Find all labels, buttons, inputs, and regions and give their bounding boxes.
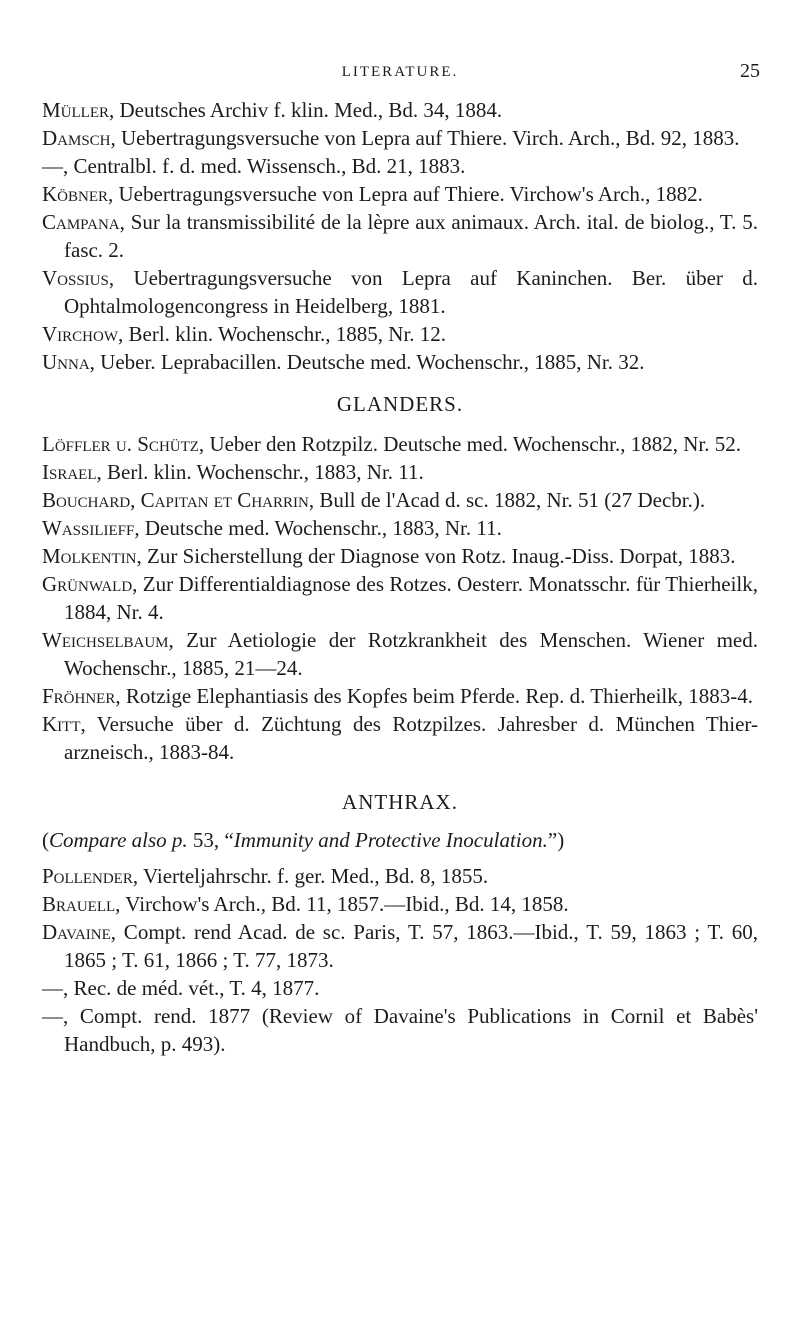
reference-author: Kitt, — [42, 712, 86, 736]
reference-entry — [42, 542, 758, 570]
reference-author: Davaine, — [42, 920, 117, 944]
note-title: Immunity and Protective Inoculation. — [233, 828, 548, 852]
cross-reference-note — [42, 826, 758, 854]
reference-entry — [42, 710, 758, 766]
reference-text: Compt. rend Acad. de sc. Paris, T. 57, 1863.—Ibid., T. 59, 1863 ; T. 60, 1865 ; T. 61, 1866 ; T. 77, 1873. — [64, 920, 758, 972]
reference-text: Zur Aetiologie der Rotzkrankheit des Menschen. Wiener med. Wochenschr., 1885, 21—24. — [64, 628, 758, 680]
reference-text: —, Centralbl. f. d. med. Wissensch., Bd. 21, 1883. — [42, 154, 466, 178]
reference-entry — [42, 682, 758, 710]
note-italic: Compare also p. — [49, 828, 188, 852]
note-close: ”) — [547, 828, 565, 852]
reference-entry — [42, 890, 758, 918]
reference-text: Deutsches Archiv f. klin. Med., Bd. 34, 1884. — [114, 98, 503, 122]
reference-text: Ueber den Rotzpilz. Deutsche med. Wochenschr., 1882, Nr. 52. — [204, 432, 741, 456]
reference-text: Uebertragungsversuche von Lepra auf Thiere. Virch. Arch., Bd. 92, 1883. — [115, 126, 740, 150]
reference-author: Campana, — [42, 210, 125, 234]
note-mid: 53, “ — [187, 828, 234, 852]
section-heading-glanders: GLANDERS. — [336, 392, 464, 416]
reference-text: Uebertragungsversuche von Lepra auf Thiere. Virchow's Arch., 1882. — [113, 182, 703, 206]
reference-entry — [42, 208, 758, 264]
reference-author: Fröhner, — [42, 684, 121, 708]
reference-text: Berl. klin. Wochenschr., 1883, Nr. 11. — [101, 460, 424, 484]
reference-entry — [42, 264, 758, 320]
reference-entry — [42, 918, 758, 974]
reference-entry — [42, 180, 758, 208]
reference-entry — [42, 320, 758, 348]
reference-author: Unna, — [42, 350, 95, 374]
reference-entry — [42, 152, 758, 180]
reference-text: Zur Differentialdiagnose des Rotzes. Oesterr. Monatsschr. für Thierheilk, 1884, Nr. 4. — [64, 572, 758, 624]
reference-entry — [42, 862, 758, 890]
reference-author: Köbner, — [42, 182, 114, 206]
reference-author: Wassilieff, — [42, 516, 140, 540]
reference-entry — [42, 626, 758, 682]
reference-text: —, Rec. de méd. vét., T. 4, 1877. — [42, 976, 320, 1000]
section-heading-anthrax: ANTHRAX. — [342, 790, 458, 814]
running-head: LITERATURE. — [341, 64, 459, 80]
reference-text: Rotzige Elephantiasis des Kopfes beim Pferde. Rep. d. Thierheilk, 1883-4. — [120, 684, 753, 708]
reference-entry — [42, 124, 758, 152]
page-number: 25 — [740, 60, 760, 82]
reference-entry — [42, 570, 758, 626]
reference-entry — [42, 348, 758, 376]
reference-text: Versuche über d. Züchtung des Rotzpilzes. Jahresber d. München Thier-arzneisch., 1883-84. — [64, 712, 758, 764]
reference-author: Grünwald, — [42, 572, 138, 596]
reference-author: Israel, — [42, 460, 102, 484]
reference-author: Löffler u. Schütz, — [42, 432, 205, 456]
reference-text: Uebertragungsversuche von Lepra auf Kaninchen. Ber. über d. Ophtalmologencongress in Heidelberg, 1881. — [64, 266, 758, 318]
reference-entry — [42, 1002, 758, 1058]
reference-entry — [42, 486, 758, 514]
reference-author: Pollender, — [42, 864, 139, 888]
reference-entry — [42, 458, 758, 486]
reference-text: Ueber. Leprabacillen. Deutsche med. Wochenschr., 1885, Nr. 32. — [94, 350, 645, 374]
note-open: ( — [42, 828, 49, 852]
leprosy-list — [42, 96, 758, 376]
reference-entry — [42, 514, 758, 542]
reference-text: Vierteljahrschr. f. ger. Med., Bd. 8, 1855. — [138, 864, 489, 888]
bibliography — [42, 96, 758, 1058]
reference-text: —, Compt. rend. 1877 (Review of Davaine's Publications in Cornil et Babès' Handbuch, p. 493). — [42, 1004, 758, 1056]
reference-entry — [42, 96, 758, 124]
reference-text: Berl. klin. Wochenschr., 1885, Nr. 12. — [123, 322, 447, 346]
reference-entry — [42, 430, 758, 458]
glanders-list — [42, 430, 758, 766]
reference-text: Virchow's Arch., Bd. 11, 1857.—Ibid., Bd. 14, 1858. — [120, 892, 569, 916]
reference-entry — [42, 974, 758, 1002]
reference-text: Sur la transmissibilité de la lèpre aux animaux. Arch. ital. de biolog., T. 5. fasc. 2. — [64, 210, 758, 262]
reference-text: Deutsche med. Wochenschr., 1883, Nr. 11. — [139, 516, 502, 540]
reference-author: Weichselbaum, — [42, 628, 174, 652]
reference-author: Virchow, — [42, 322, 124, 346]
anthrax-list — [42, 862, 758, 1058]
reference-author: Müller, — [42, 98, 115, 122]
reference-author: Vossius, — [42, 266, 115, 290]
reference-author: Brauell, — [42, 892, 121, 916]
reference-text: Bull de l'Acad d. sc. 1882, Nr. 51 (27 Decbr.). — [314, 488, 706, 512]
reference-author: Damsch, — [42, 126, 116, 150]
reference-text: Zur Sicherstellung der Diagnose von Rotz. Inaug.-Diss. Dorpat, 1883. — [141, 544, 736, 568]
reference-author: Molkentin, — [42, 544, 142, 568]
reference-author: Bouchard, Capitan et Charrin, — [42, 488, 315, 512]
